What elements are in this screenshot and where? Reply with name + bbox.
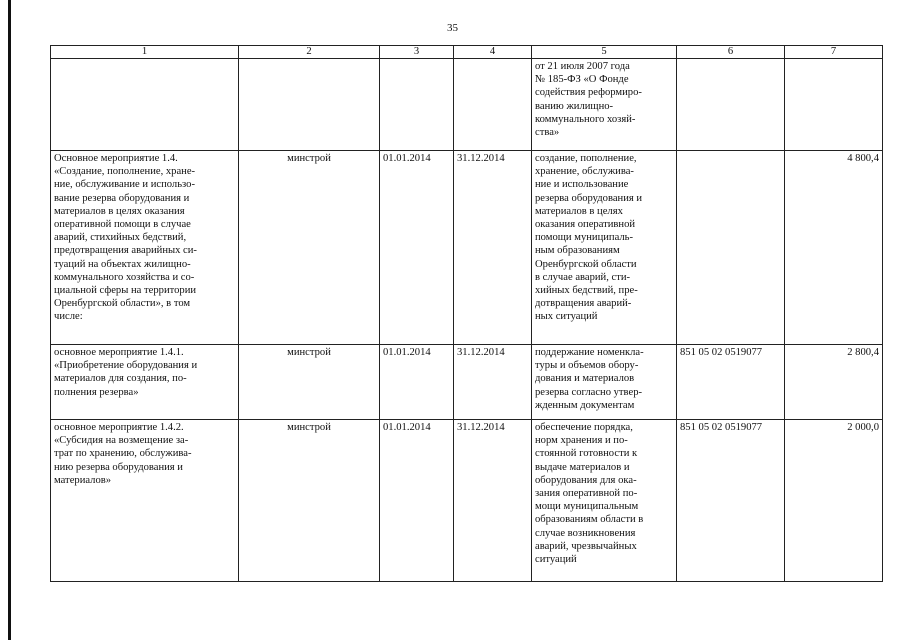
activity-name-cell xyxy=(51,151,239,345)
activity-name: основное мероприятие 1.4.1. «Приобретение оборудования и материалов для создания, по- полнения резерва» xyxy=(54,347,198,398)
activity-name: Основное мероприятие 1.4. «Создание, пополнение, хране- ние, обслуживание и использо- вание резерва оборудования и материалов в целях оказания оперативной помощи в случае аварий, стихийных бедствий, предотвращения аварийных си- туаций на объектах жилищно- коммунального хозяйства и со- циальной сферы на территории Оренбургской области», в том числе: xyxy=(54,153,197,323)
start-date: 01.01.2014 xyxy=(383,153,431,164)
column-header-1: 1 xyxy=(51,46,239,59)
activity-name: основное мероприятие 1.4.2. «Субсидия на возмещение за- трат по хранению, обслужива- нию резерва оборудования и материалов» xyxy=(54,422,192,486)
end-date-cell xyxy=(454,59,532,151)
column-header-4: 4 xyxy=(454,46,532,59)
start-date-cell xyxy=(380,345,454,420)
expected-result: обеспечение порядка, норм хранения и по- стоянной готовности к выдаче материалов и оборудования для ока- зания оперативной по- мощи муниципальным образованиям области в случае возникновения аварий, чрезвычайных ситуаций xyxy=(535,422,644,566)
executor-cell xyxy=(239,151,380,345)
budget-code-cell xyxy=(677,151,785,345)
budget-code-cell xyxy=(677,59,785,151)
expected-result-cell xyxy=(532,151,677,345)
expected-result: создание, пополнение, хранение, обслужива- ние и использование резерва оборудования и материалов в целях оказания оперативной помощи муниципаль- ным образованиям Оренбургской области в случае аварий, сти- хийных бедствий, пре- дотвращения аварий- ных ситуаций xyxy=(535,153,643,323)
start-date-cell xyxy=(380,59,454,151)
amount-cell xyxy=(785,59,883,151)
column-header-7: 7 xyxy=(785,46,883,59)
expected-result: от 21 июля 2007 года № 185-ФЗ «О Фонде содействия реформиро- ванию жилищно- коммунального хозяй- ства» xyxy=(535,61,642,139)
amount: 2 800,4 xyxy=(847,347,879,358)
budget-code-cell xyxy=(677,345,785,420)
executor: минстрой xyxy=(287,422,331,433)
executor-cell xyxy=(239,345,380,420)
page-number: 35 xyxy=(447,22,458,34)
table-row xyxy=(51,59,883,151)
start-date: 01.01.2014 xyxy=(383,347,431,358)
start-date-cell xyxy=(380,420,454,582)
expected-result-cell xyxy=(532,59,677,151)
amount-cell xyxy=(785,420,883,582)
budget-code: 851 05 02 0519077 xyxy=(680,422,763,433)
expected-result: поддержание номенкла- туры и объемов обору- дования и материалов резерва согласно утвер- жденным документам xyxy=(535,347,644,411)
end-date: 31.12.2014 xyxy=(457,347,505,358)
column-header-6: 6 xyxy=(677,46,785,59)
amount: 2 000,0 xyxy=(847,422,879,433)
activity-name-cell xyxy=(51,59,239,151)
end-date-cell xyxy=(454,345,532,420)
table-row xyxy=(51,345,883,420)
amount: 4 800,4 xyxy=(847,153,879,164)
expected-result-cell xyxy=(532,420,677,582)
amount-cell xyxy=(785,345,883,420)
column-header-2: 2 xyxy=(239,46,380,59)
end-date: 31.12.2014 xyxy=(457,422,505,433)
executor-cell xyxy=(239,59,380,151)
column-header-5: 5 xyxy=(532,46,677,59)
expected-result-cell xyxy=(532,345,677,420)
start-date-cell xyxy=(380,151,454,345)
executor: минстрой xyxy=(287,347,331,358)
end-date-cell xyxy=(454,151,532,345)
header-row xyxy=(51,46,883,59)
activity-name-cell xyxy=(51,345,239,420)
program-table xyxy=(50,45,883,582)
end-date: 31.12.2014 xyxy=(457,153,505,164)
amount-cell xyxy=(785,151,883,345)
table-row xyxy=(51,151,883,345)
end-date-cell xyxy=(454,420,532,582)
executor-cell xyxy=(239,420,380,582)
column-header-3: 3 xyxy=(380,46,454,59)
left-margin-rule xyxy=(8,0,11,640)
executor: минстрой xyxy=(287,153,331,164)
budget-code-cell xyxy=(677,420,785,582)
start-date: 01.01.2014 xyxy=(383,422,431,433)
budget-code: 851 05 02 0519077 xyxy=(680,347,763,358)
activity-name-cell xyxy=(51,420,239,582)
table-row xyxy=(51,420,883,582)
